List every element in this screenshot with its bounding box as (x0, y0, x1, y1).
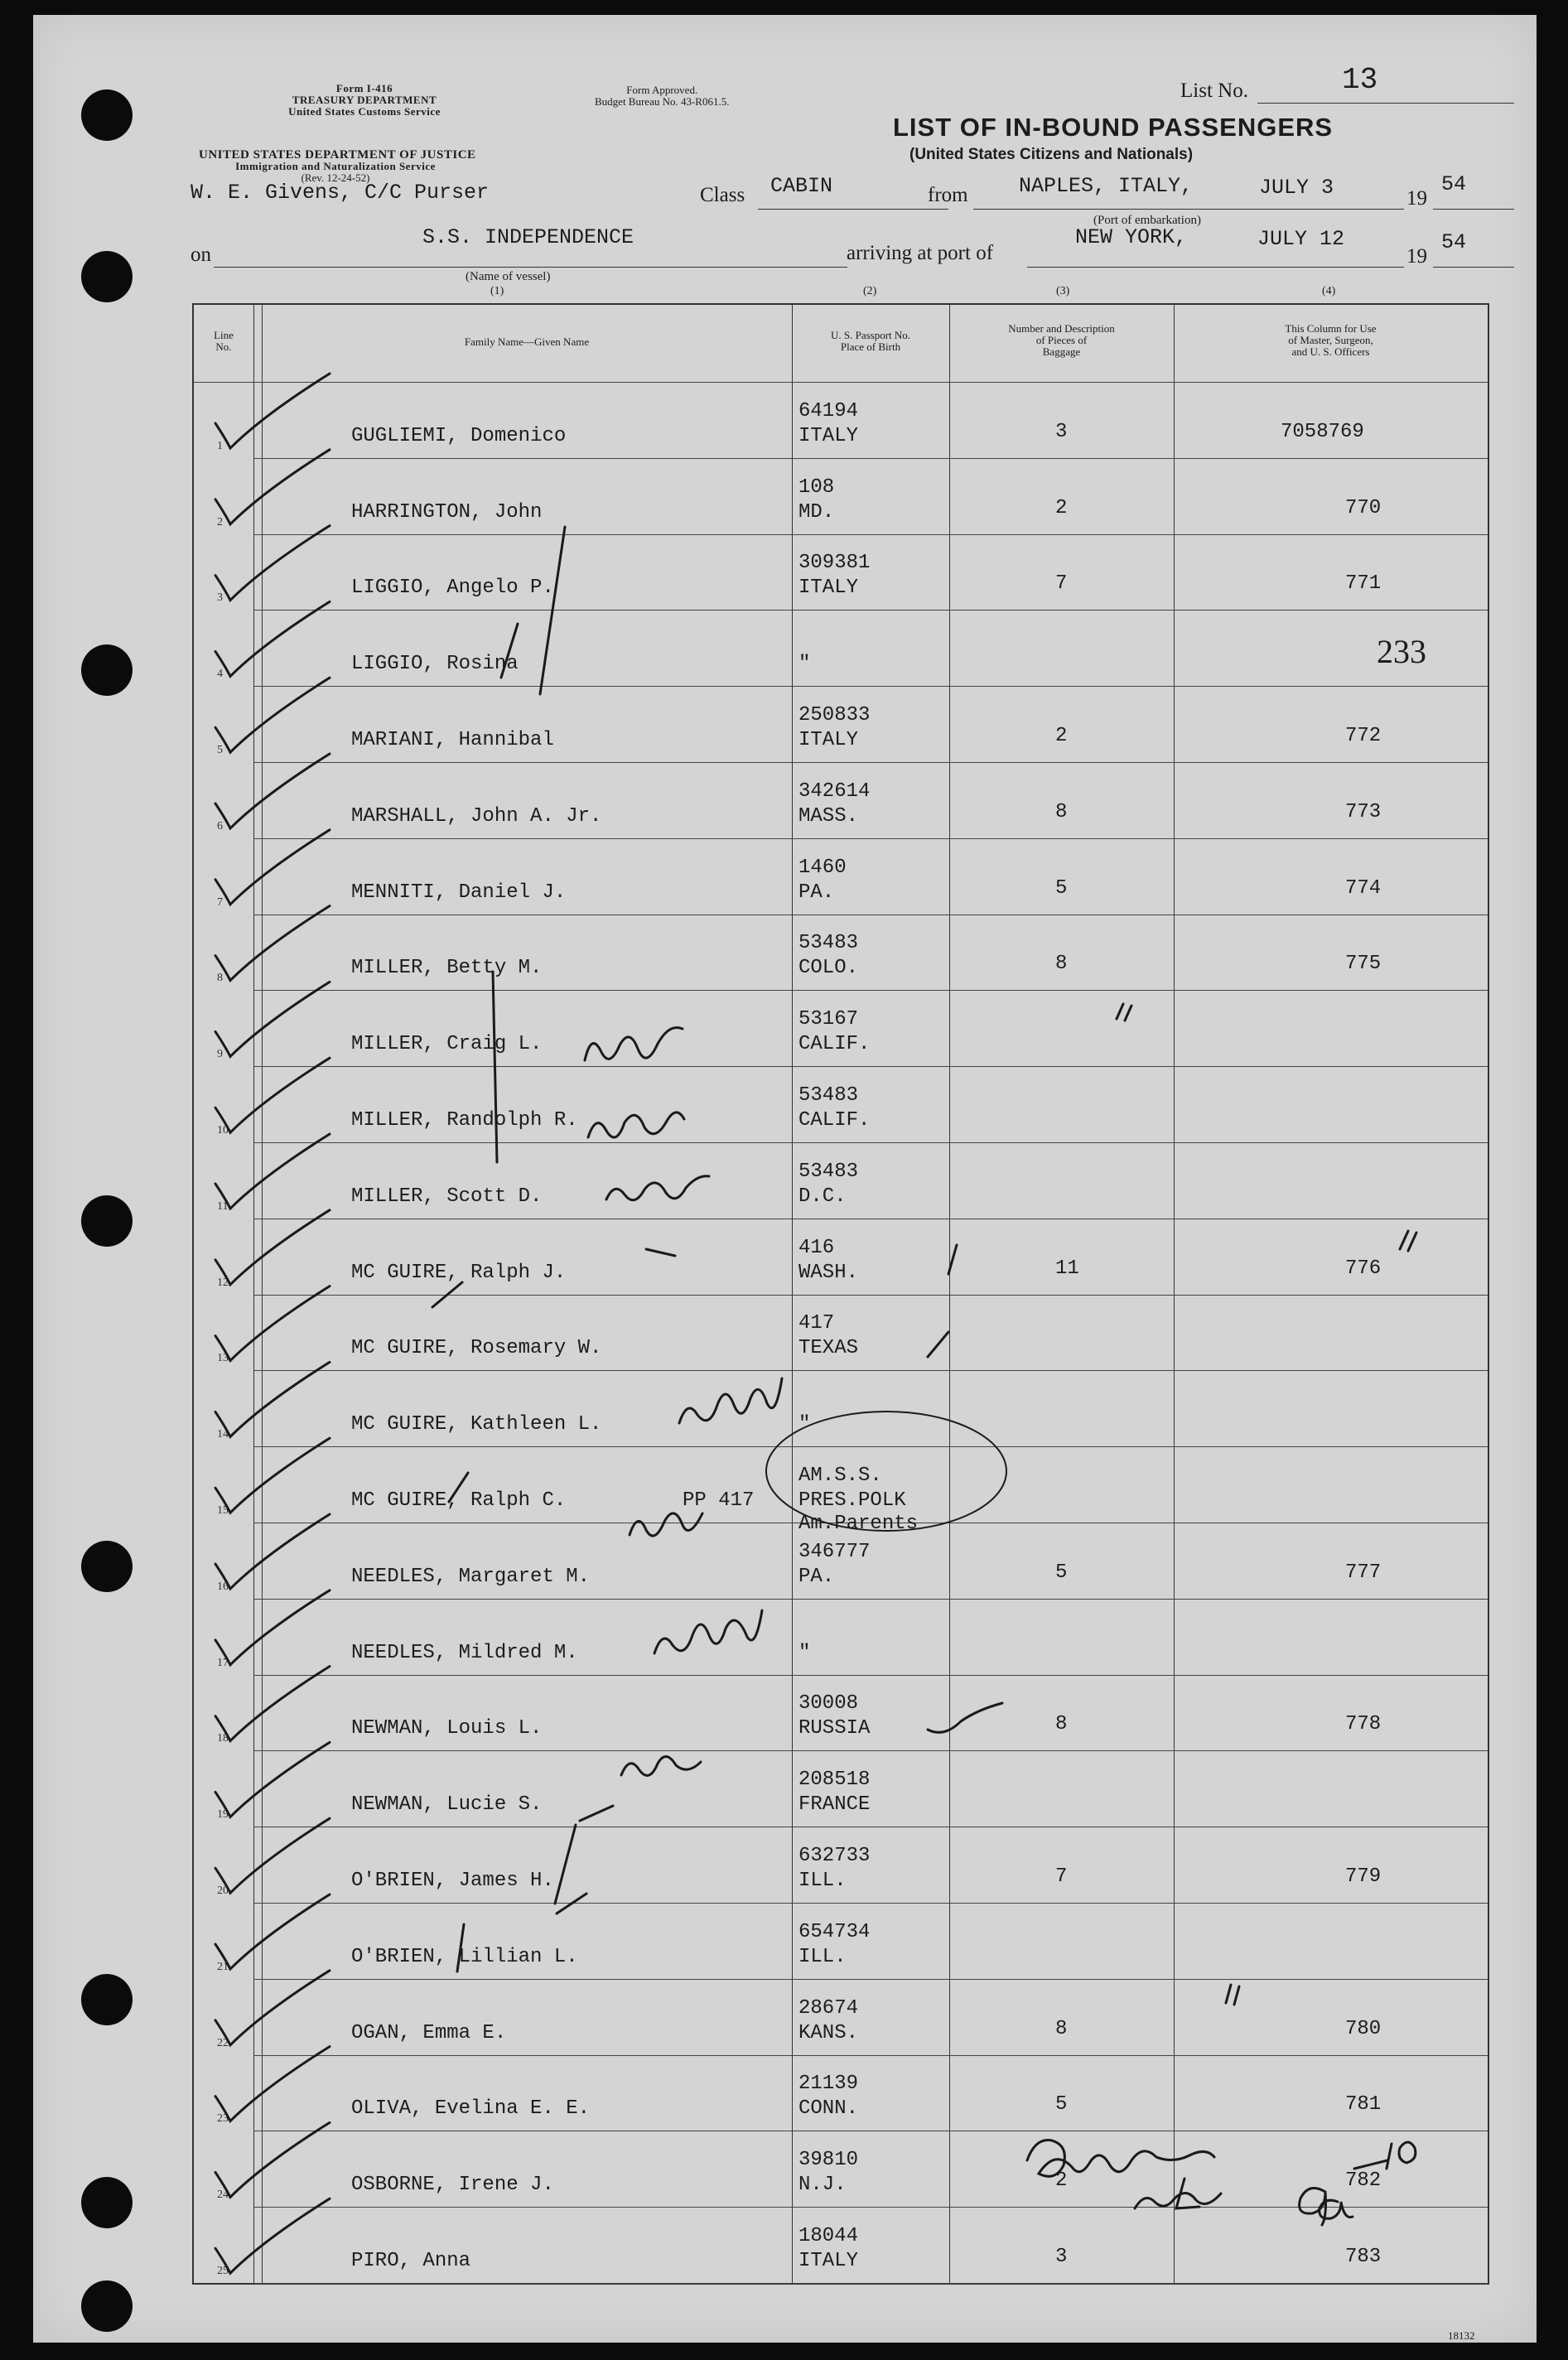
passport-number: 18044 (798, 2224, 859, 2247)
document-page (33, 15, 1537, 2343)
place-of-birth: PA. (798, 1565, 835, 1588)
baggage-count: 2 (1055, 2169, 1068, 2193)
port-of-embarkation-label: (Port of embarkation) (1093, 214, 1201, 227)
officer-number: 780 (1345, 2017, 1382, 2040)
check-mark (215, 1134, 330, 1209)
class-value: CABIN (770, 174, 833, 198)
check-mark (215, 1058, 330, 1132)
passport-number: 654734 (798, 1920, 871, 1943)
check-mark (215, 1362, 330, 1436)
officer-number: 775 (1345, 953, 1382, 976)
baggage-count: 11 (1055, 1257, 1079, 1280)
passport-note: PP 417 (683, 1489, 755, 1512)
check-mark (215, 2198, 330, 2273)
check-mark (215, 2047, 330, 2121)
place-of-birth: TEXAS (798, 1337, 859, 1360)
line-number: 3 (217, 591, 223, 605)
customs-service: United States Customs Service (288, 105, 441, 118)
line-number: 5 (217, 743, 223, 756)
passport-number: 53483 (798, 1160, 859, 1183)
officer-number: 782 (1345, 2169, 1382, 2193)
baggage-count: 3 (1055, 420, 1068, 443)
line-number: 1 (217, 439, 223, 452)
passenger-name: MC GUIRE, Kathleen L. (351, 1413, 602, 1436)
passenger-name: NEEDLES, Mildred M. (351, 1641, 578, 1664)
officer-number: 771 (1345, 572, 1382, 596)
passenger-name: OLIVA, Evelina E. E. (351, 2097, 591, 2121)
passport-number: 309381 (798, 552, 871, 575)
baggage-count: 7 (1055, 1865, 1068, 1888)
from-label: from (928, 184, 968, 206)
passenger-name: PIRO, Anna (351, 2249, 471, 2272)
passport-number: 416 (798, 1236, 835, 1259)
check-mark (215, 601, 330, 676)
place-of-birth: " (798, 1641, 811, 1664)
passport-number: 346777 (798, 1540, 871, 1563)
name-of-vessel-label: (Name of vessel) (466, 270, 551, 283)
passenger-name: NEEDLES, Margaret M. (351, 1565, 591, 1588)
place-of-birth: ITALY (798, 577, 859, 600)
passenger-name: MARSHALL, John A. Jr. (351, 804, 602, 828)
arrival-port: NEW YORK, (1075, 225, 1188, 249)
passport-number: 208518 (798, 1769, 871, 1792)
line-number: 24 (217, 2189, 229, 2202)
purser: W. E. Givens, C/C Purser (191, 181, 490, 205)
place-of-birth: KANS. (798, 2021, 859, 2044)
check-mark (215, 450, 330, 524)
arriving-label: arriving at port of (847, 242, 994, 264)
passenger-name: HARRINGTON, John (351, 500, 543, 524)
line-number: 9 (217, 1048, 223, 1061)
vessel-name: S.S. INDEPENDENCE (422, 225, 634, 249)
line-number: 15 (217, 1503, 229, 1517)
passenger-name: MILLER, Craig L. (351, 1033, 543, 1056)
ins: Immigration and Naturalization Service (235, 160, 436, 172)
line-number: 13 (217, 1352, 229, 1365)
line-number: 21 (217, 1960, 229, 1973)
passenger-name: MILLER, Randolph R. (351, 1108, 578, 1132)
passenger-name: MC GUIRE, Ralph J. (351, 1261, 567, 1284)
place-of-birth: RUSSIA (798, 1717, 871, 1740)
place-of-birth: N.J. (798, 2174, 847, 2197)
check-mark (215, 1818, 330, 1893)
officer-number: 781 (1345, 2093, 1382, 2116)
passenger-name: GUGLIEMI, Domenico (351, 424, 567, 447)
place-of-birth: PA. (798, 881, 835, 904)
page-title: LIST OF IN-BOUND PASSENGERS (893, 113, 1334, 142)
from-year-prefix: 19 (1406, 187, 1427, 210)
passenger-name: MILLER, Betty M. (351, 957, 543, 980)
check-mark (215, 1514, 330, 1589)
line-number: 23 (217, 2112, 229, 2126)
budget-bureau: Budget Bureau No. 43-R061.5. (595, 95, 730, 108)
check-mark (215, 1286, 330, 1361)
list-no-value: 13 (1342, 63, 1378, 97)
header-officers: This Column for Use of Master, Surgeon, and U. S. Officers (1285, 322, 1377, 358)
place-of-birth: FRANCE (798, 1793, 871, 1817)
officer-number: 778 (1345, 1713, 1382, 1736)
passport-number: 417 (798, 1312, 835, 1335)
officer-number: 777 (1345, 1561, 1382, 1584)
passenger-name: OSBORNE, Irene J. (351, 2174, 554, 2197)
passport-number: 53167 (798, 1008, 859, 1031)
baggage-count: 5 (1055, 876, 1068, 900)
passport-number: 30008 (798, 1692, 859, 1716)
place-of-birth: MASS. (798, 804, 859, 828)
baggage-count: 8 (1055, 2017, 1068, 2040)
place-of-birth: " (798, 1413, 811, 1436)
passenger-name: MC GUIRE, Rosemary W. (351, 1337, 602, 1360)
passport-number: 21139 (798, 2073, 859, 2096)
place-of-birth: " (798, 653, 811, 676)
passenger-name: OGAN, Emma E. (351, 2021, 507, 2044)
line-number: 14 (217, 1428, 229, 1441)
check-mark (215, 1667, 330, 1741)
place-of-birth: COLO. (798, 957, 859, 980)
arrival-year: 54 (1441, 230, 1467, 254)
line-number: 6 (217, 819, 223, 833)
passport-number: 64194 (798, 399, 859, 422)
check-mark (215, 526, 330, 601)
stamp-number: 233 (1377, 633, 1426, 670)
baggage-count: 8 (1055, 953, 1068, 976)
check-mark (215, 678, 330, 752)
passport-number: 39810 (798, 2149, 859, 2172)
passenger-name: MILLER, Scott D. (351, 1185, 543, 1208)
col-number-2: (2) (863, 285, 877, 297)
line-number: 19 (217, 1808, 229, 1822)
place-of-birth: ILL. (798, 1869, 847, 1892)
line-number: 8 (217, 972, 223, 985)
from-date: JULY 3 (1259, 176, 1334, 200)
passport-number: 28674 (798, 1996, 859, 2020)
passenger-name: NEWMAN, Lucie S. (351, 1793, 543, 1817)
arrival-year-prefix: 19 (1406, 245, 1427, 268)
baggage-count: 8 (1055, 800, 1068, 823)
officer-number: 7058769 (1281, 420, 1364, 443)
baggage-count: 5 (1055, 1561, 1068, 1584)
place-of-birth: ITALY (798, 728, 859, 751)
col-number-1: (1) (490, 285, 504, 297)
line-number: 7 (217, 895, 223, 909)
from-port: NAPLES, ITALY, (1019, 174, 1194, 198)
baggage-count: 7 (1055, 572, 1068, 596)
check-mark (215, 1971, 330, 2045)
passenger-name: O'BRIEN, James H. (351, 1869, 554, 1892)
line-number: 10 (217, 1123, 229, 1137)
page-subtitle: (United States Citizens and Nationals) (909, 146, 1194, 163)
passport-number: 108 (798, 475, 835, 499)
place-of-birth: MD. (798, 500, 835, 524)
passport-number: AM.S.S. (798, 1464, 882, 1487)
check-mark (215, 906, 330, 981)
baggage-count: 2 (1055, 724, 1068, 747)
justice-dept: UNITED STATES DEPARTMENT OF JUSTICE (199, 148, 476, 162)
col-number-4: (4) (1322, 285, 1336, 297)
place-of-birth: WASH. (798, 1261, 859, 1284)
class-label: Class (700, 184, 745, 206)
place-of-birth: PRES.POLK (798, 1489, 906, 1512)
passenger-name: LIGGIO, Angelo P. (351, 577, 554, 600)
passport-number: 632733 (798, 1844, 871, 1867)
passport-number: 342614 (798, 779, 871, 803)
passenger-name: MARIANI, Hannibal (351, 728, 554, 751)
check-mark (215, 2122, 330, 2197)
place-of-birth: CALIF. (798, 1033, 871, 1056)
footer-code: 18132 (1448, 2329, 1475, 2342)
passenger-name: O'BRIEN, Lillian L. (351, 1945, 578, 1968)
place-of-birth-extra: Am.Parents (798, 1512, 919, 1535)
place-of-birth: ITALY (798, 424, 859, 447)
passport-number: 53483 (798, 932, 859, 955)
passenger-name: MC GUIRE, Ralph C. (351, 1489, 567, 1512)
officer-number: 772 (1345, 724, 1382, 747)
from-year: 54 (1441, 172, 1467, 196)
line-number: 20 (217, 1884, 229, 1897)
check-mark (215, 1210, 330, 1285)
baggage-count: 5 (1055, 2093, 1068, 2116)
line-number: 17 (217, 1656, 229, 1669)
line-number: 16 (217, 1580, 229, 1593)
passport-number: 53483 (798, 1083, 859, 1107)
check-mark (215, 1742, 330, 1817)
officer-number: 774 (1345, 876, 1382, 900)
header-name: Family Name—Given Name (464, 335, 590, 348)
baggage-count: 3 (1055, 2245, 1068, 2268)
check-mark (215, 830, 330, 905)
check-mark (215, 982, 330, 1056)
baggage-count: 2 (1055, 496, 1068, 519)
list-no-label: List No. (1180, 80, 1248, 102)
passport-number: 1460 (798, 856, 847, 879)
line-number: 4 (217, 668, 223, 681)
handwritten-marks (33, 15, 1537, 2343)
place-of-birth: CONN. (798, 2097, 859, 2121)
line-number: 11 (217, 1199, 229, 1213)
place-of-birth: CALIF. (798, 1108, 871, 1132)
revision: (Rev. 12-24-52) (301, 171, 370, 184)
treasury-dept: TREASURY DEPARTMENT (292, 94, 437, 106)
baggage-count: 8 (1055, 1713, 1068, 1736)
passport-number: 250833 (798, 703, 871, 726)
officer-number: 773 (1345, 800, 1382, 823)
check-mark (215, 1590, 330, 1665)
header-baggage: Number and Description of Pieces of Baggage (1008, 322, 1115, 358)
line-number: 12 (217, 1276, 229, 1289)
officer-number: 776 (1345, 1257, 1382, 1280)
line-number: 22 (217, 2036, 229, 2049)
officer-number: 770 (1345, 496, 1382, 519)
place-of-birth: ILL. (798, 1945, 847, 1968)
officer-number: 779 (1345, 1865, 1382, 1888)
header-passport: U. S. Passport No. Place of Birth (830, 329, 911, 353)
arrival-date: JULY 12 (1257, 227, 1345, 251)
check-mark (215, 374, 330, 448)
form-approved: Form Approved. (626, 84, 698, 96)
passenger-name: MENNITI, Daniel J. (351, 881, 567, 904)
check-mark (215, 1894, 330, 1969)
place-of-birth: D.C. (798, 1185, 847, 1208)
passenger-name: NEWMAN, Louis L. (351, 1717, 543, 1740)
line-number: 2 (217, 515, 223, 528)
on-label: on (191, 244, 211, 266)
col-number-3: (3) (1056, 285, 1070, 297)
form-number: Form I-416 (335, 82, 393, 94)
check-mark (215, 754, 330, 828)
header-line-no: Line No. (214, 329, 234, 353)
check-mark (215, 1438, 330, 1513)
line-number: 25 (217, 2264, 229, 2277)
officer-number: 783 (1345, 2245, 1382, 2268)
passenger-name: LIGGIO, Rosina (351, 653, 519, 676)
place-of-birth: ITALY (798, 2249, 859, 2272)
line-number: 18 (217, 1732, 229, 1745)
